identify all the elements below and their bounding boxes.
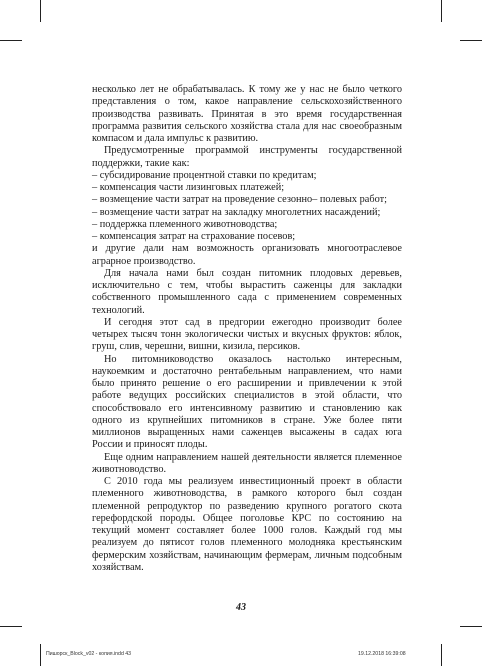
crop-mark [441, 644, 442, 666]
list-item: – поддержка племенного животноводства; [92, 218, 278, 230]
paragraph: Еще одним направлением нашей деятельности является племенное животноводство. [92, 451, 402, 475]
paragraph: несколько лет не обрабатывалась. К тому же у нас не было четкого представления о том, какое направление сельскохозяйственного производства развивать. Принятая в это время государственная программа развития сельского хозяйства стала для нас своеобразным компасом и дала импульс к развитию. [92, 84, 402, 144]
crop-mark [40, 0, 41, 22]
paragraph: и другие дали нам возможность организовать многоотраслевое аграрное производство. [92, 243, 402, 267]
crop-mark [0, 40, 22, 41]
paragraph: С 2010 года мы реализуем инвестиционный проект в области племенного животноводства, в рамкого которого был создан племенной репродуктор по разведению крупного рогатого скота герефордской породы. Общее поголовье КРС по состоянию на текущий момент составляет более 1000 голов. Каждый год мы реализуем до пятисот голов племенного молодняка крестьянским фермерским хозяйствам, начинающим фермерам, личным подсобным хозяйствам. [92, 476, 402, 573]
body-text [92, 84, 402, 574]
paragraph: И сегодня этот сад в предгории ежегодно производит более четырех тысяч тонн экологически чистых и вкусных фруктов: яблок, груш, слив, черешни, вишни, кизила, персиков. [92, 316, 402, 353]
paragraph: Предусмотренные программой инструменты государственной поддержки, такие как: [92, 145, 402, 169]
crop-mark [40, 644, 41, 666]
slug-timestamp: 19.12.2018 16:39:08 [358, 651, 406, 657]
list-item: – возмещение части затрат на проведение сезонно– полевых работ; [92, 194, 387, 206]
crop-mark [460, 626, 482, 627]
list-item: – субсидирование процентной ставки по кредитам; [92, 169, 317, 181]
paragraph: Но питомниководство оказалось настолько интересным, наукоемким и достаточно рентабельным направлением, что нами было принято решение о его расширении и привлечении к этой работе ведущих российских специалистов в этой области, что способствовало его интенсивному развитию и становлению как одного из крупнейших питомников в стране. Уже более пяти миллионов выращенных нами саженцев высажены в садах юга России и приносят плоды. [92, 353, 402, 451]
list-item: – возмещение части затрат на закладку многолетних насаждений; [92, 206, 381, 218]
slug-filename: Пишорск_Block_v02 - копия.indd 43 [46, 651, 132, 657]
paragraph: Для начала нами был создан питомник плодовых деревьев, исключительно с тем, чтобы вырастить саженцы для закладки собственного промышленного сада с применением современных технологий. [92, 267, 402, 316]
crop-mark [460, 40, 482, 41]
page-number: 43 [236, 602, 246, 613]
crop-mark [0, 626, 22, 627]
list-item: – компенсация части лизинговых платежей; [92, 182, 285, 193]
crop-mark [441, 0, 442, 22]
list-item: – компенсация затрат на страхование посевов; [92, 231, 296, 242]
